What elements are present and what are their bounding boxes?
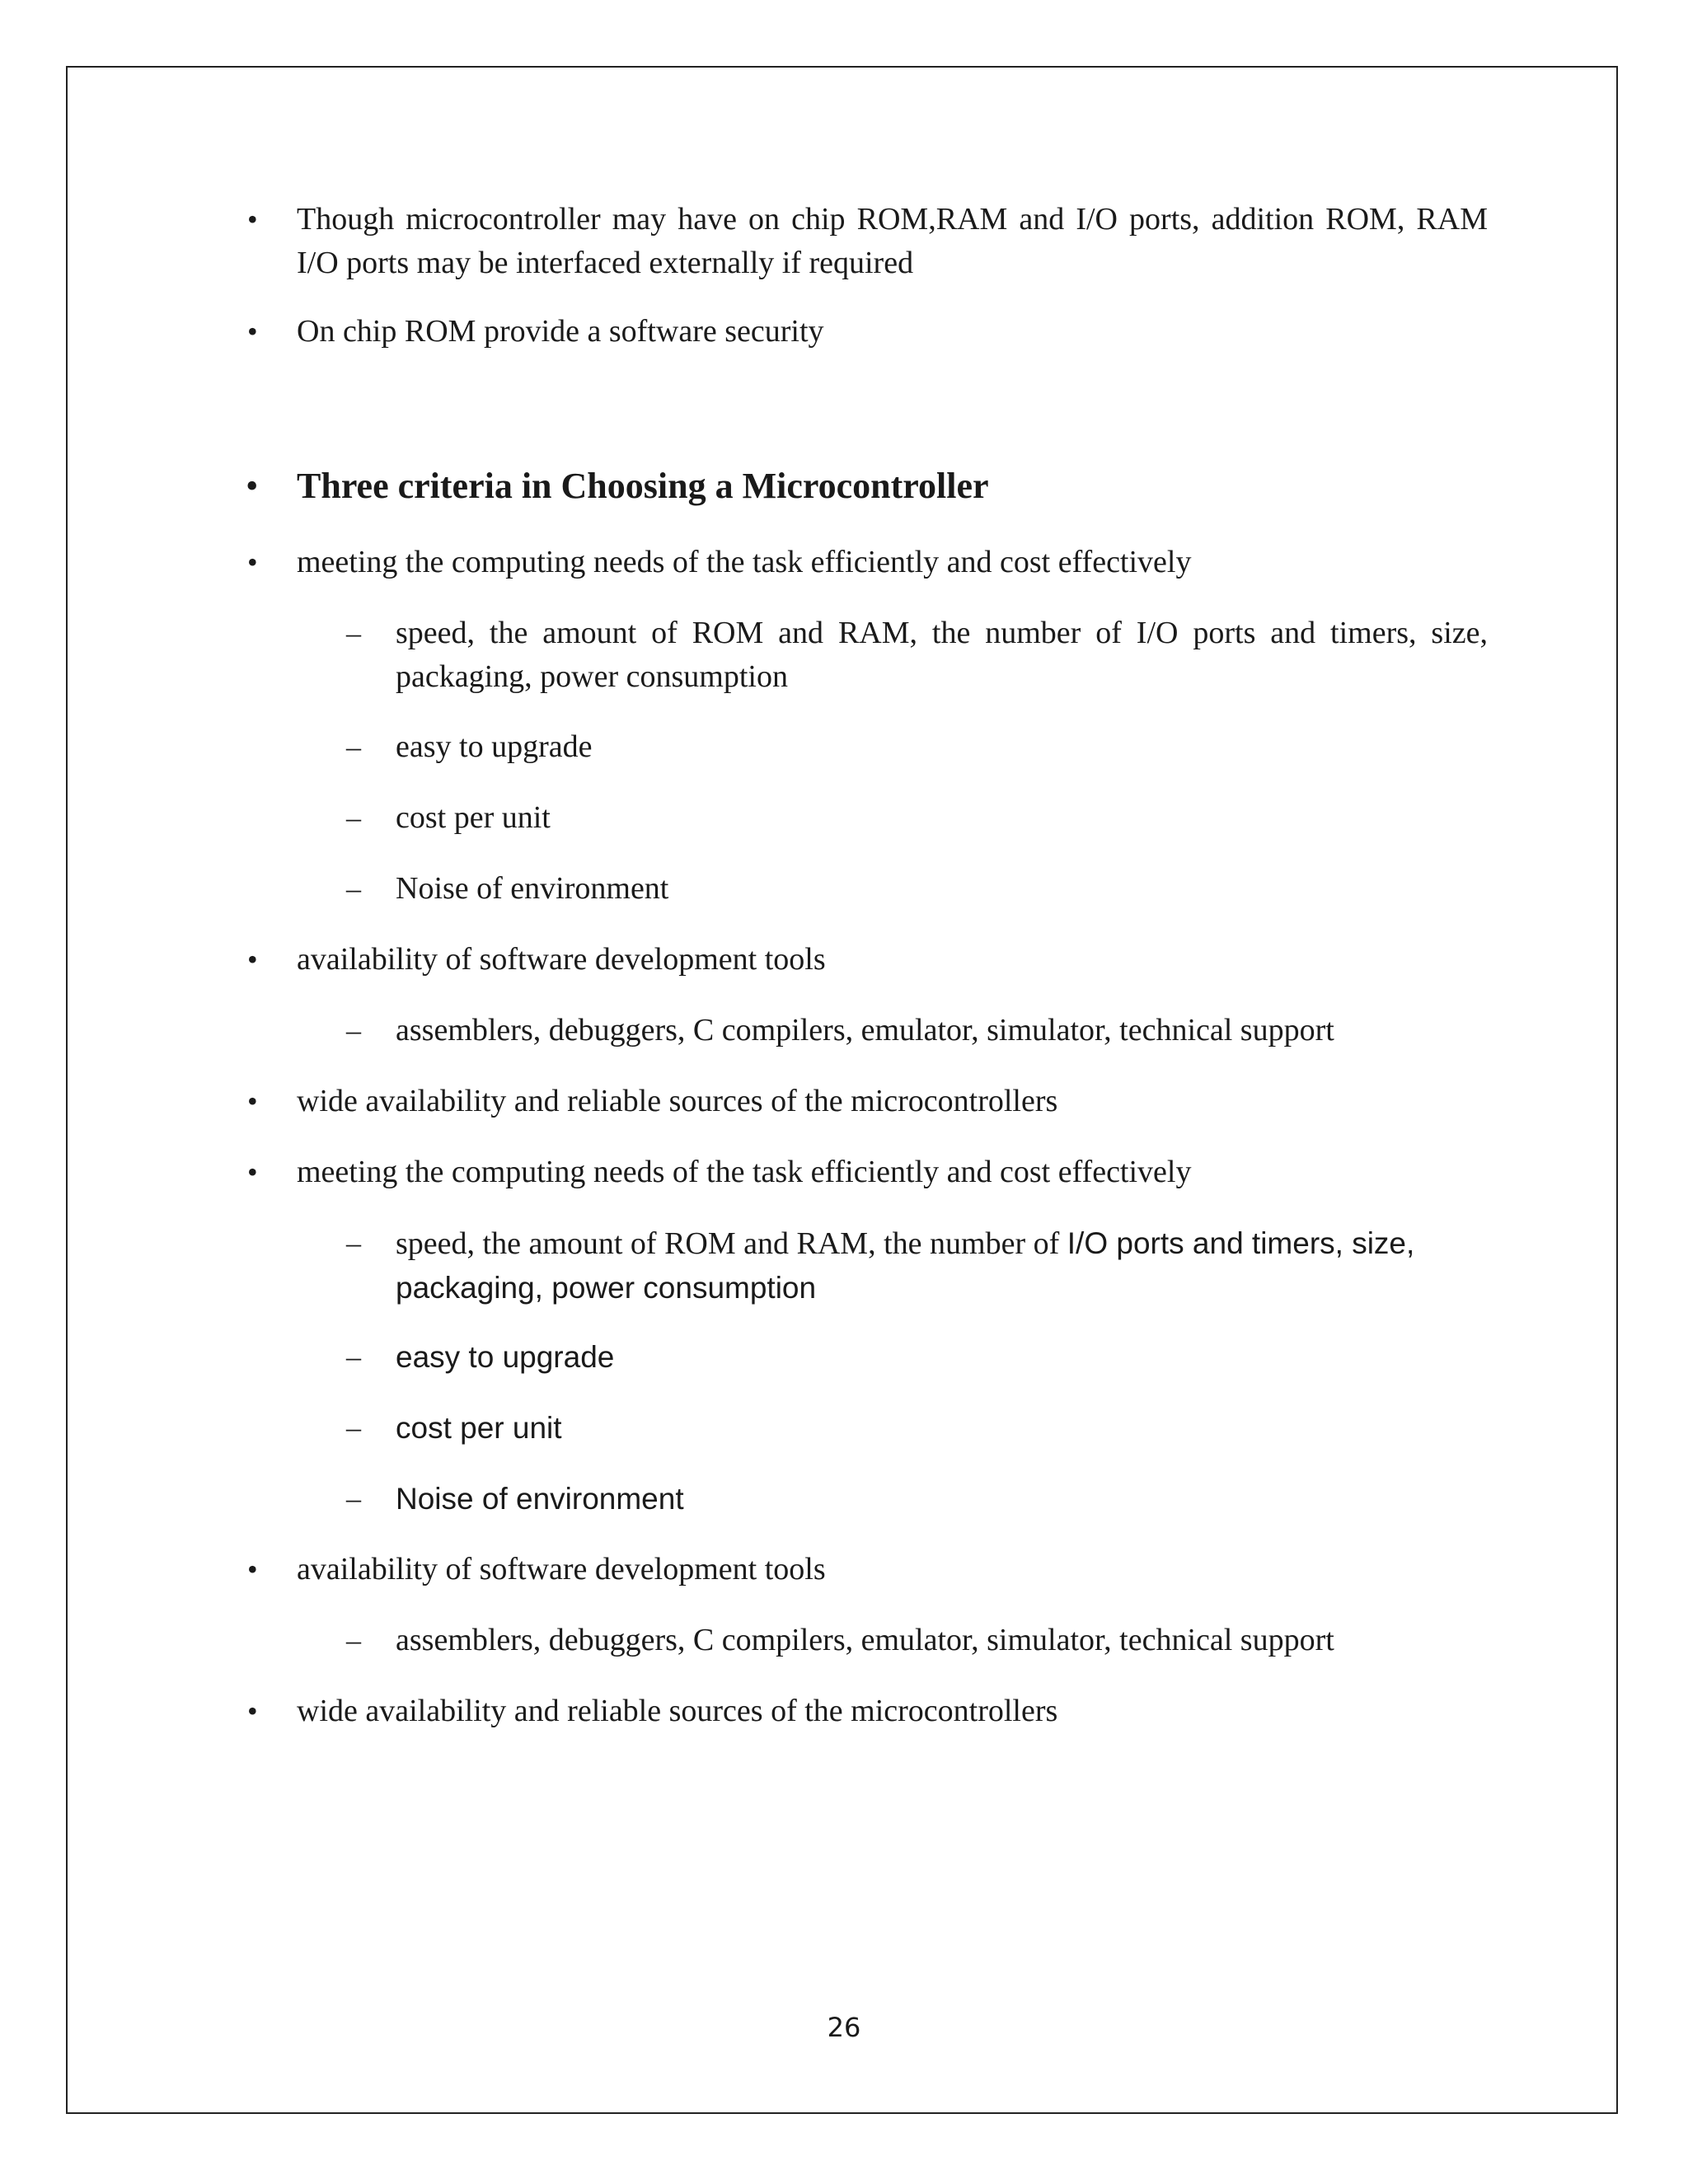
section-heading-text: Three criteria in Choosing a Microcontroller xyxy=(297,466,989,506)
mixed-font-text-sans: I/O ports and timers, size, xyxy=(1067,1226,1415,1260)
sub-list-item-text: Noise of environment xyxy=(396,1482,684,1516)
dash-marker: – xyxy=(346,1411,361,1444)
list-item-text: availability of software development tools xyxy=(297,1552,826,1586)
dash-marker: – xyxy=(346,1340,361,1373)
dash-marker: – xyxy=(346,1482,361,1515)
list-item-text: On chip ROM provide a software security xyxy=(297,314,824,349)
sub-list-item-text: assemblers, debuggers, C compilers, emulator, simulator, technical support xyxy=(396,1623,1334,1657)
mixed-font-text-serif: speed, the amount of ROM and RAM, the number of xyxy=(396,1226,1060,1261)
page-number: 26 xyxy=(827,2012,861,2043)
bullet-marker: • xyxy=(247,943,258,976)
list-item-text: meeting the computing needs of the task efficiently and cost effectively xyxy=(297,1155,1192,1189)
sub-list-item-text: assemblers, debuggers, C compilers, emulator, simulator, technical support xyxy=(396,1013,1334,1047)
bullet-marker: • xyxy=(247,546,258,579)
list-item-text: meeting the computing needs of the task efficiently and cost effectively xyxy=(297,545,1192,579)
sub-list-item-text: easy to upgrade xyxy=(396,1340,615,1374)
bullet-marker: • xyxy=(247,1085,258,1118)
sub-list-item-text: speed, the amount of ROM and RAM, the number of I/O ports and timers, size, packaging, power consumption xyxy=(396,616,1488,694)
dash-marker: – xyxy=(346,1624,361,1657)
sub-list-item-text: easy to upgrade xyxy=(396,729,593,764)
dash-marker: – xyxy=(346,616,361,649)
mixed-font-text-wrap: packaging, power consumption xyxy=(396,1271,817,1305)
bullet-marker: • xyxy=(247,1694,258,1727)
bullet-marker: • xyxy=(247,203,258,236)
list-item-text: wide availability and reliable sources of the microcontrollers xyxy=(297,1694,1058,1728)
dash-marker: – xyxy=(346,801,361,834)
sub-list-item-text xyxy=(396,1221,1488,1310)
list-item-text: availability of software development tools xyxy=(297,942,826,977)
sub-list-item-text: cost per unit xyxy=(396,1411,562,1445)
dash-marker: – xyxy=(346,1014,361,1047)
sub-list-item-text: cost per unit xyxy=(396,800,551,835)
dash-marker: – xyxy=(346,1226,361,1259)
list-item-text: wide availability and reliable sources of the microcontrollers xyxy=(297,1084,1058,1118)
list-item-text: Though microcontroller may have on chip ROM,RAM and I/O ports, addition ROM, RAM I/O ports may be interfaced externally if required xyxy=(297,202,1488,280)
dash-marker: – xyxy=(346,730,361,763)
bullet-marker: • xyxy=(247,1155,258,1188)
bullet-marker: • xyxy=(246,466,259,506)
bullet-marker: • xyxy=(247,315,258,348)
bullet-marker: • xyxy=(247,1553,258,1586)
sub-list-item-text: Noise of environment xyxy=(396,871,669,906)
dash-marker: – xyxy=(346,872,361,905)
